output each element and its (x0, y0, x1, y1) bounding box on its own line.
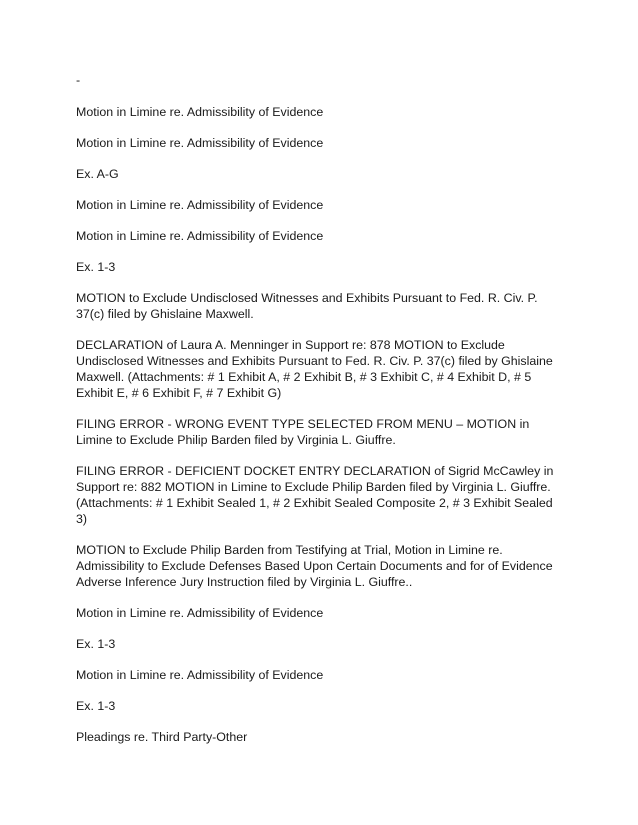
docket-entry: Pleadings re. Third Party-Other (76, 730, 248, 744)
docket-entry: Motion in Limine re. Admissibility of Evidence (76, 198, 324, 212)
docket-entry: Motion in Limine re. Admissibility of Evidence (76, 606, 324, 620)
docket-entry: Motion in Limine re. Admissibility of Evidence (76, 668, 324, 682)
docket-entry: FILING ERROR - WRONG EVENT TYPE SELECTED FROM MENU – MOTION in Limine to Exclude Philip Barden filed by Virginia L. Giuffre. (76, 417, 530, 447)
docket-entry: Ex. 1-3 (76, 699, 116, 713)
docket-entry: Motion in Limine re. Admissibility of Evidence (76, 229, 324, 243)
docket-entry: DECLARATION of Laura A. Menninger in Support re: 878 MOTION to Exclude Undisclosed Witnesses and Exhibits Pursuant to Fed. R. Civ. P. 37(c) filed by Ghislaine Maxwell. (Attachments: # 1 Exhibit A, # 2 Exhibit B, # 3 Exhibit C, # 4 Exhibit D, # 5 Exhibit E, # 6 Exhibit F, # 7 Exhibit G) (76, 338, 553, 400)
docket-entry: MOTION to Exclude Undisclosed Witnesses and Exhibits Pursuant to Fed. R. Civ. P. 37(c) filed by Ghislaine Maxwell. (76, 291, 538, 321)
dash-line: - (76, 73, 81, 87)
docket-entry: Motion in Limine re. Admissibility of Evidence (76, 136, 324, 150)
docket-entry: Ex. 1-3 (76, 637, 116, 651)
docket-entry: FILING ERROR - DEFICIENT DOCKET ENTRY DECLARATION of Sigrid McCawley in Support re: 882 MOTION in Limine to Exclude Philip Barden filed by Virginia L. Giuffre. (Attachments: # 1 Exhibit Sealed 1, # 2 Exhibit Sealed Composite 2, # 3 Exhibit Sealed 3) (76, 464, 554, 526)
docket-entry: Ex. A-G (76, 167, 119, 181)
document-page (76, 72, 566, 760)
docket-entry: Ex. 1-3 (76, 260, 116, 274)
docket-entry: MOTION to Exclude Philip Barden from Testifying at Trial, Motion in Limine re. Admissibility to Exclude Defenses Based Upon Certain Documents and for of Evidence Adverse Inference Jury Instruction filed by Virginia L. Giuffre.. (76, 543, 553, 589)
docket-entry: Motion in Limine re. Admissibility of Evidence (76, 105, 324, 119)
